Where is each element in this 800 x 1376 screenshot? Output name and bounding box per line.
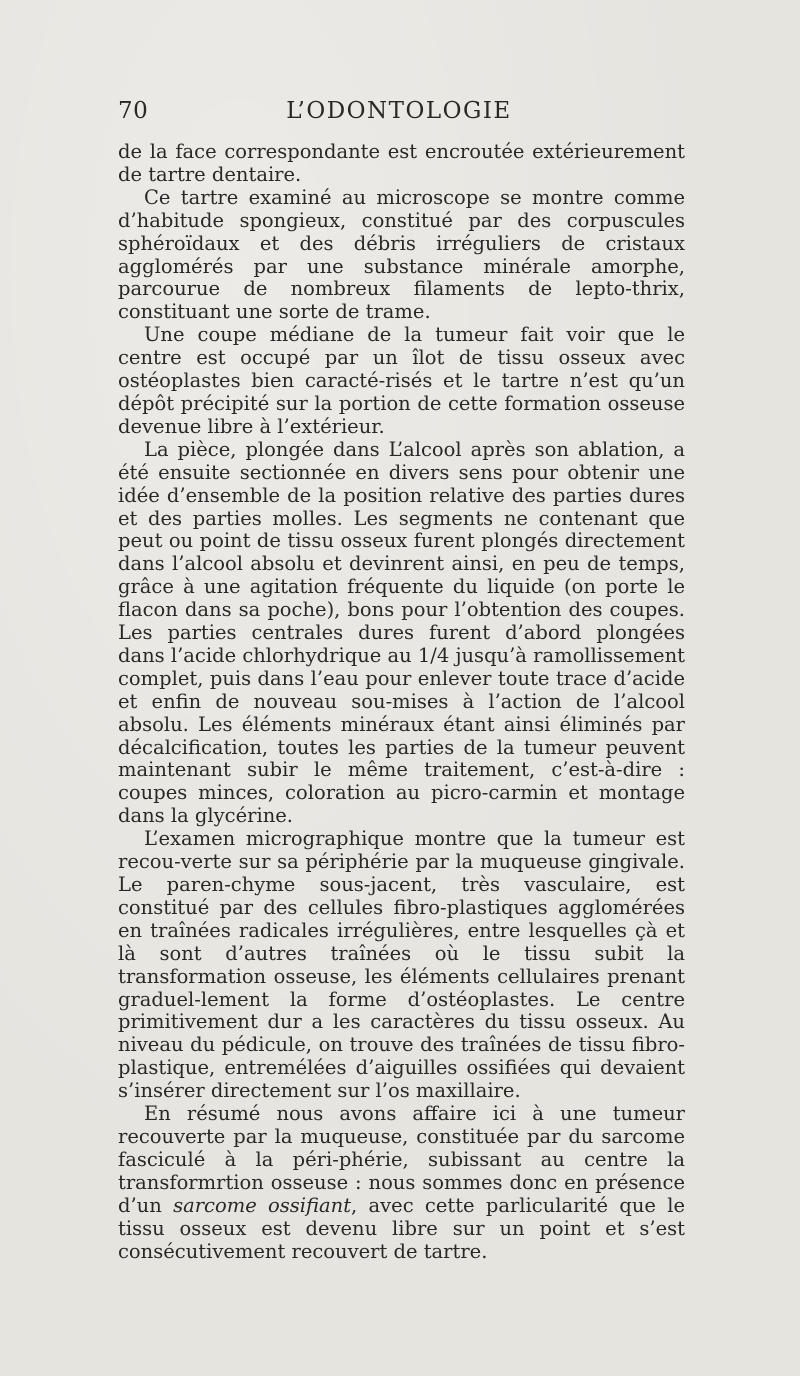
paragraph-preparation: La pièce, plongée dans L’alcool après son ablation, a été ensuite sectionnée en divers sens pour obtenir une idée d’ensemble de la position relative des parties dures et des parties molles. Les segments ne contenant que peut ou point de tissu osseux furent plongés directement dans l’alcool absolu et devinrent ainsi, en peu de temps, grâce à une agitation fréquente du liquide (on porte le flacon dans sa poche), bons pour l’obtention des coupes. Les parties centrales dures furent d’abord plongées dans l’acide chlorhydrique au 1/4 jusqu’à ramollissement complet, puis dans l’eau pour enlever toute trace d’acide et enfin de nouveau sou-mises à l’action de l’alcool absolu. Les éléments minéraux étant ainsi éliminés par décalcification, toutes les parties de la tumeur peuvent maintenant subir le même traitement, c’est-à-dire : coupes minces, coloration au picro-carmin et montage dans la glycérine. bbox=[118, 437, 685, 828]
paragraph-tartre: Ce tartre examiné au microscope se montre comme d’habitude spongieux, constitué par des corpuscules sphéroïdaux et des débris irréguliers de cristaux agglomérés par une substance minérale amorphe, parcourue de nombreux filaments de lepto-thrix, constituant une sorte de trame. bbox=[118, 185, 685, 324]
running-title: L’ODONTOLOGIE bbox=[286, 98, 512, 124]
paragraph-coupe-mediane: Une coupe médiane de la tumeur fait voir que le centre est occupé par un îlot de tissu osseux avec ostéoplastes bien caracté-risés et le tartre n’est qu’un dépôt précipité sur la portion de cette formation osseuse devenue libre à l’extérieur. bbox=[118, 323, 685, 438]
paragraph-continuation: de la face correspondante est encroutée extérieurement de tartre dentaire. bbox=[118, 140, 685, 186]
resume-emphasis: sarcome ossifiant bbox=[173, 1193, 352, 1217]
page-header bbox=[118, 96, 680, 126]
page-number: 70 bbox=[118, 98, 149, 124]
paragraph-examen: L’examen micrographique montre que la tumeur est recou-verte sur sa périphérie par la muqueuse gingivale. Le paren-chyme sous-jacent, très vasculaire, est constitué par des cellules fibro-plastiques agglomérées en traînées radicales irrégulières, entre lesquelles çà et là sont d’autres traînées où le tissu subit la transformation osseuse, les éléments cellulaires prenant graduel-lement la forme d’ostéoplastes. Le centre primitivement dur a les caractères du tissu osseux. Au niveau du pédicule, on trouve des traînées de tissu fibro-plastique, entremélées d’aiguilles ossifiées qui devaient s’insérer directement sur l’os maxillaire. bbox=[118, 827, 685, 1103]
resume-text-after: , avec cette parlicularité que le tissu osseux est devenu libre sur un point et s’est consécutivement recouvert de tartre. bbox=[118, 1193, 685, 1263]
paragraph-resume bbox=[118, 1103, 685, 1263]
body-text bbox=[118, 141, 685, 1263]
resume-text-before: En résumé nous avons affaire ici à une tumeur recouverte par la muqueuse, constituée par du sarcome fasciculé à la péri-phérie, subissant au centre la transformrtion osseuse : nous sommes donc en présence d’un bbox=[118, 1102, 685, 1217]
